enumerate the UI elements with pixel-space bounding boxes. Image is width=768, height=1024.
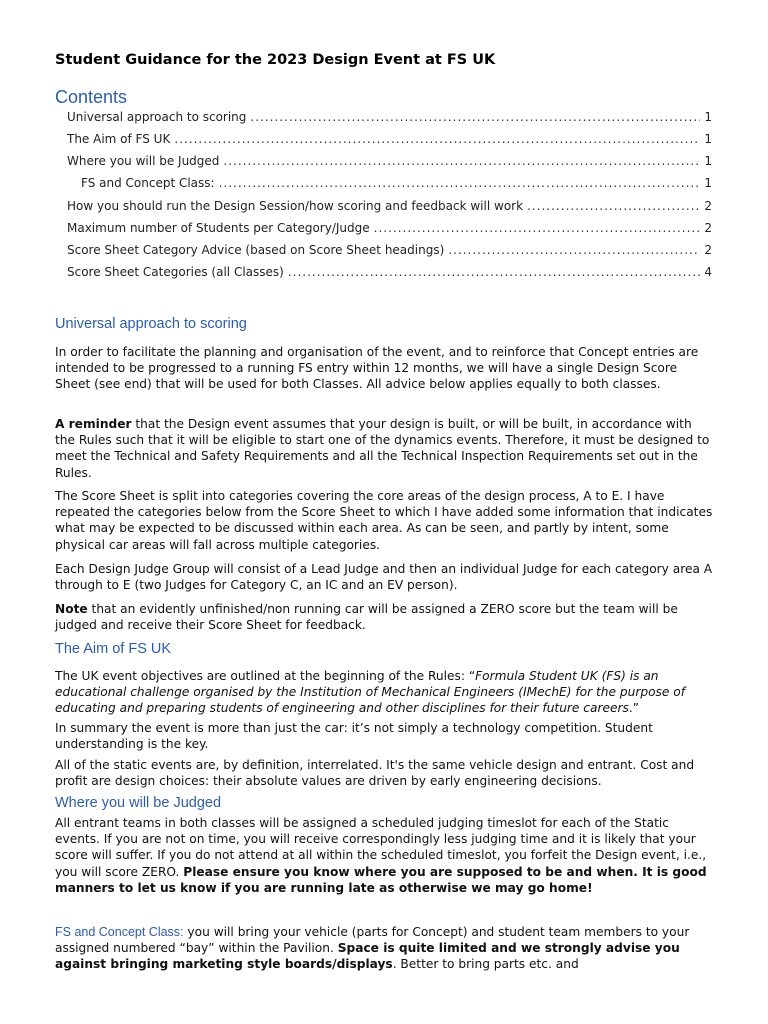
toc-leader-dots bbox=[250, 110, 700, 124]
toc-entry-aim[interactable] bbox=[67, 132, 712, 152]
paragraph-text: .” bbox=[628, 701, 640, 716]
toc-entry-label: Maximum number of Students per Category/Judge bbox=[67, 221, 370, 235]
toc-entry-max-students[interactable] bbox=[67, 221, 712, 241]
paragraph-text: you will bring your vehicle (parts for Concept) and student team members to your assigned numbered “bay” within the Pavilion. bbox=[55, 925, 690, 956]
paragraph-text: . Better to bring parts etc. and bbox=[392, 957, 579, 972]
bold-advice: Space is quite limited and we strongly advise you against bringing marketing style boards/displays bbox=[55, 941, 680, 972]
paragraph-note bbox=[55, 601, 715, 633]
section-heading-universal: Universal approach to scoring bbox=[55, 316, 247, 332]
paragraph-reminder bbox=[55, 416, 715, 481]
toc-entry-label: Universal approach to scoring bbox=[67, 110, 247, 124]
toc-entry-page: 2 bbox=[704, 199, 712, 213]
contents-heading: Contents bbox=[55, 87, 128, 107]
rules-quote: Formula Student UK (FS) is an educational challenge organised by the Institution of Mechanical Engineers (IMechE) for the purpose of educating and preparing students of engineering and other disciplines for their future careers bbox=[55, 669, 686, 716]
toc-leader-dots bbox=[223, 154, 700, 168]
toc-entry-design-session[interactable] bbox=[67, 199, 712, 219]
bold-lead: Note bbox=[55, 602, 88, 616]
toc-entry-page: 4 bbox=[704, 265, 712, 279]
toc-entry-page: 1 bbox=[704, 132, 712, 146]
toc-entry-page: 1 bbox=[704, 110, 712, 124]
bold-warning: Please ensure you know where you are supposed to be and when. It is good manners to let us know if you are running late as otherwise we may go home! bbox=[55, 864, 707, 895]
paragraph-aim-1 bbox=[55, 668, 715, 717]
toc-entry-page: 2 bbox=[704, 243, 712, 257]
toc-entry-label: Score Sheet Categories (all Classes) bbox=[67, 265, 284, 279]
toc-leader-dots bbox=[374, 221, 701, 235]
toc-entry-where-judged[interactable] bbox=[67, 154, 712, 174]
toc-entry-label: FS and Concept Class: bbox=[81, 176, 215, 190]
paragraph-judged-1 bbox=[55, 815, 715, 896]
paragraph-text: that an evidently unfinished/non running car will be assigned a ZERO score but the team will be judged and receive their Score Sheet for feedback. bbox=[55, 602, 678, 633]
toc-entry-page: 2 bbox=[704, 221, 712, 235]
section-heading-aim: The Aim of FS UK bbox=[55, 641, 172, 657]
paragraph-universal-3: The Score Sheet is split into categories covering the core areas of the design process, A to E. I have repeated the categories below from the Score Sheet to which I have added some information that indicates what may be expected to be discussed within each area. As can be seen, and partly by intent, some physical car areas will fall across multiple categories. bbox=[55, 489, 713, 552]
paragraph-text: All entrant teams in both classes will be assigned a scheduled judging timeslot for each of the Static events. If you are not on time, you will receive correspondingly less judging time and it is likely that your score will suffer. If you do not attend at all within the scheduled timeslot, you forfeit the Design event, i.e., you will score ZERO. bbox=[55, 816, 707, 879]
section-heading-judged: Where you will be Judged bbox=[55, 795, 222, 811]
toc-entry-category-advice[interactable] bbox=[67, 243, 712, 263]
paragraph-aim-3: All of the static events are, by definition, interrelated. It's the same vehicle design and entrant. Cost and profit are design choices: their absolute values are driven by early engineering decisions. bbox=[55, 758, 695, 789]
paragraph-aim-2: In summary the event is more than just the car: it’s not simply a technology competition. Student understanding is the key. bbox=[55, 721, 653, 752]
paragraph-fs-concept bbox=[55, 924, 715, 973]
toc-leader-dots bbox=[219, 176, 701, 190]
toc-entry-label: How you should run the Design Session/how scoring and feedback will work bbox=[67, 199, 524, 213]
toc-entry-page: 1 bbox=[704, 154, 712, 168]
toc-entry-label: The Aim of FS UK bbox=[67, 132, 171, 146]
paragraph-universal-1: In order to facilitate the planning and organisation of the event, and to reinforce that Concept entries are intended to be progressed to a running FS entry within 12 months, we will have a single Design Score Sheet (see end) that will be used for both Classes. All advice below applies equally to both classes. bbox=[55, 345, 699, 392]
toc-leader-dots bbox=[527, 199, 700, 213]
toc-entry-label: Where you will be Judged bbox=[67, 154, 220, 168]
paragraph-universal-4: Each Design Judge Group will consist of a Lead Judge and then an individual Judge for each category area A through to E (two Judges for Category C, an IC and an EV person). bbox=[55, 562, 713, 593]
paragraph-text: that the Design event assumes that your design is built, or will be built, in accordance with the Rules such that it will be eligible to start one of the dynamics events. Therefore, it must be designed to meet the Technical and Safety Requirements and all the Technical Inspection Requirements set out in the Rules. bbox=[55, 417, 710, 480]
bold-lead: A reminder bbox=[55, 417, 132, 431]
toc-leader-dots bbox=[174, 132, 700, 146]
toc-leader-dots bbox=[288, 265, 701, 279]
document-title: Student Guidance for the 2023 Design Event at FS UK bbox=[55, 52, 496, 68]
inline-heading-fs-concept: FS and Concept Class: bbox=[55, 925, 184, 939]
toc-entry-universal-approach[interactable] bbox=[67, 110, 712, 130]
paragraph-text: The UK event objectives are outlined at the beginning of the Rules: “ bbox=[55, 669, 476, 683]
toc-entry-page: 1 bbox=[704, 176, 712, 190]
toc-leader-dots bbox=[448, 243, 700, 257]
toc-entry-label: Score Sheet Category Advice (based on Score Sheet headings) bbox=[67, 243, 445, 257]
toc-entry-score-categories[interactable] bbox=[67, 265, 712, 285]
toc-entry-fs-concept-class[interactable] bbox=[81, 176, 712, 196]
